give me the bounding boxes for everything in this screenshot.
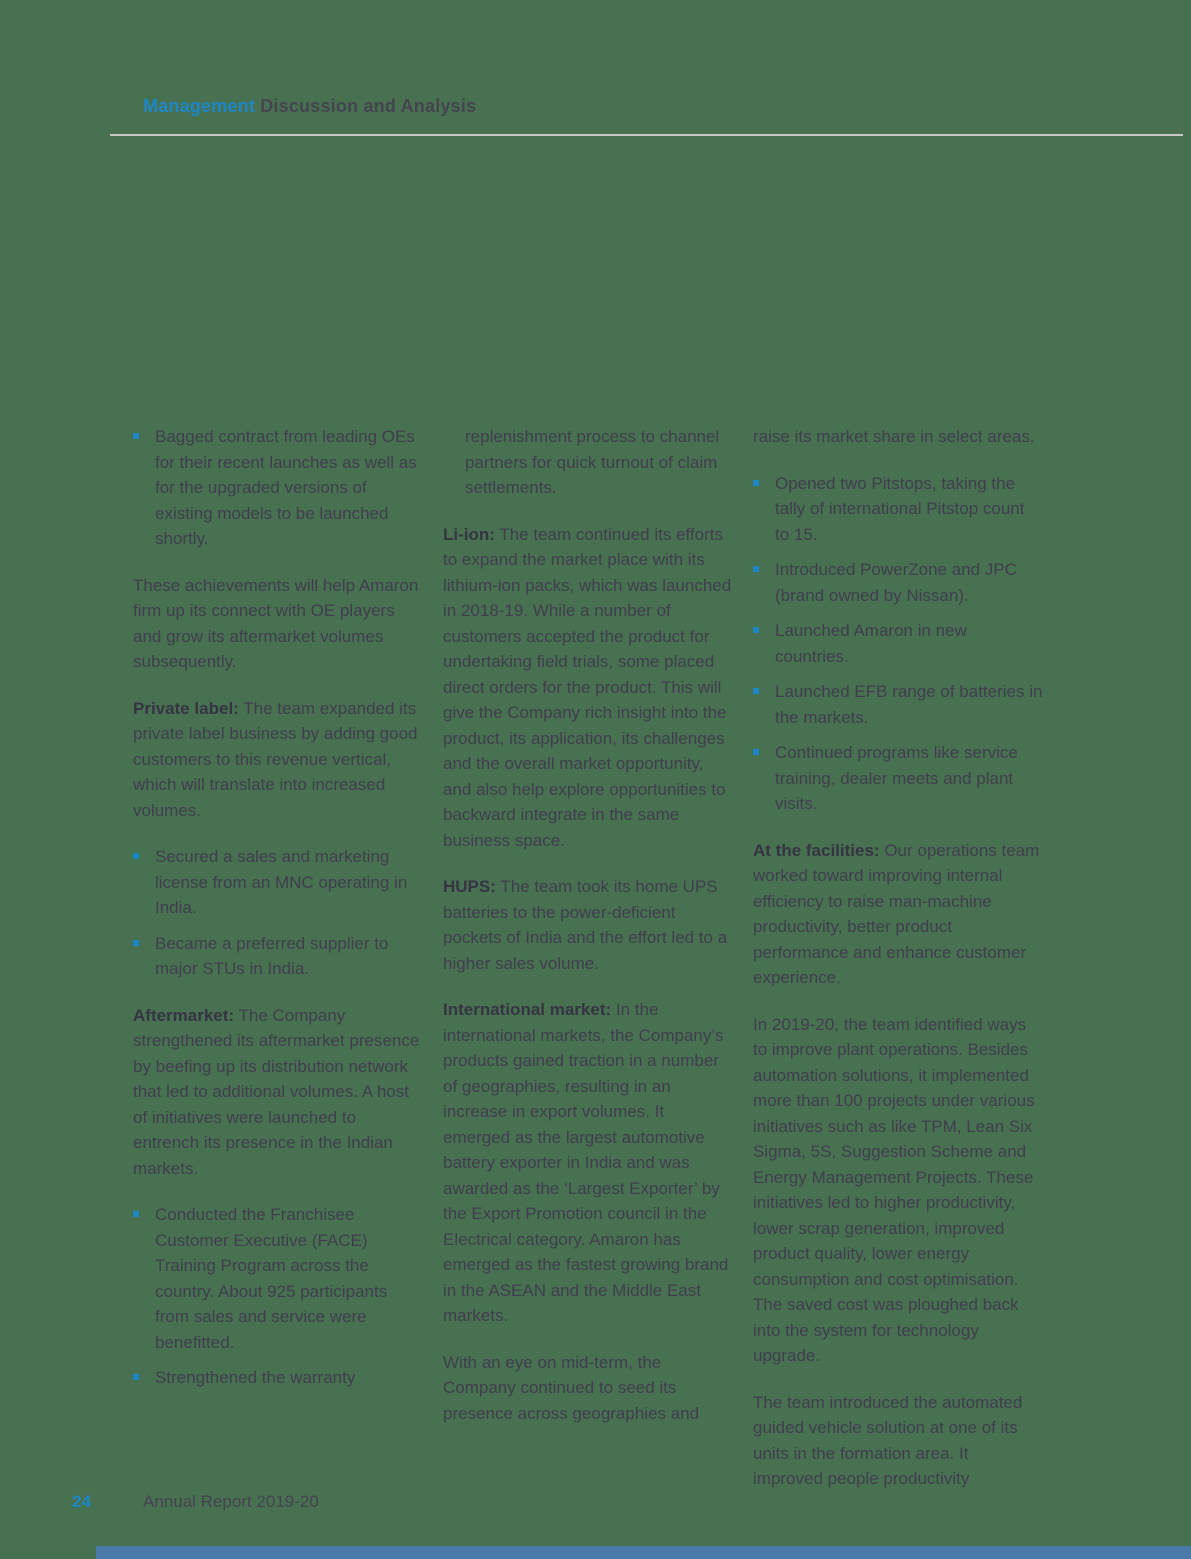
paragraph-lead: Private label: xyxy=(133,698,239,718)
page-title xyxy=(143,96,476,117)
bullet-text: Continued programs like service training, dealer meets and plant visits. xyxy=(775,743,1018,813)
text-column-2 xyxy=(443,424,733,1513)
paragraph-lead: At the facilities: xyxy=(753,840,880,860)
bullet-item xyxy=(133,1365,423,1391)
bullet-text: Opened two Pitstops, taking the tally of international Pitstop count to 15. xyxy=(775,473,1025,544)
page-title-rest: Discussion and Analysis xyxy=(255,96,477,116)
bullet-item xyxy=(753,471,1043,548)
bullet-text: Launched EFB range of batteries in the markets. xyxy=(775,682,1043,727)
paragraph: Aftermarket: The Company strengthened its aftermarket presence by beefing up its distribution network that led to additional volumes. A host of initiatives were launched to entrench its presence in the Indian markets. xyxy=(133,1005,420,1178)
paragraph-lead: International market: xyxy=(443,1000,612,1019)
page-number: 24 xyxy=(72,1492,91,1511)
paragraph: raise its market share in select areas. xyxy=(753,427,1035,446)
bullet-item xyxy=(133,844,423,921)
footer-label: Annual Report 2019-20 xyxy=(143,1492,319,1511)
bullet-square-icon xyxy=(753,557,775,608)
bullet-square-icon xyxy=(133,424,155,552)
bullet-square-icon xyxy=(133,844,155,921)
bullet-square-icon xyxy=(753,679,775,730)
paragraph: International market: In the international markets, the Company’s products gained traction in a number of geographies, resulting in an increase in export volumes. It emerged as the largest automotive battery exporter in India and was awarded as the ‘Largest Exporter’ by the Export Promotion council in the Electrical category. Amaron has emerged as the fastest growing brand in the ASEAN and the Middle East markets. xyxy=(443,1000,729,1325)
bullet-text: Became a preferred supplier to major STUs in India. xyxy=(155,933,389,978)
bullet-text: Secured a sales and marketing license from an MNC operating in India. xyxy=(155,847,408,917)
content-columns xyxy=(133,424,1043,1513)
bullet-square-icon xyxy=(753,740,775,817)
bullet-square-icon xyxy=(753,471,775,548)
bullet-square-icon xyxy=(753,618,775,669)
paragraph: The team introduced the automated guided vehicle solution at one of its units in the formation area. It improved people productivity xyxy=(753,1392,1023,1488)
bullet-item xyxy=(753,557,1043,608)
bullet-item xyxy=(753,679,1043,730)
bullet-item xyxy=(133,424,423,552)
bullet-item xyxy=(133,1202,423,1355)
paragraph: HUPS: The team took its home UPS batteries to the power-deficient pockets of India and the effort led to a higher sales volume. xyxy=(443,877,728,973)
bullet-square-icon xyxy=(133,1202,155,1355)
bullet-item xyxy=(133,931,423,982)
paragraph: With an eye on mid-term, the Company continued to seed its presence across geographies and xyxy=(443,1352,700,1423)
bullet-text: Launched Amaron in new countries. xyxy=(775,621,967,666)
paragraph-lead: Li-ion: xyxy=(443,524,495,544)
paragraph: replenishment process to channel partners for quick turnout of claim settlements. xyxy=(465,427,720,497)
paragraph: Li-ion: The team continued its efforts to expand the market place with its lithium-ion packs, which was launched in 2018-19. While a number of customers accepted the product for undertaking field trials, some placed direct orders for the product. This will give the Company rich insight into the product, its application, its challenges and the overall market opportunity, and also help explore opportunities to backward integrate in the same business space. xyxy=(443,524,732,850)
text-column-3 xyxy=(753,424,1043,1513)
bullet-text: Introduced PowerZone and JPC (brand owned by Nissan). xyxy=(775,560,1017,605)
header-rule xyxy=(110,134,1183,136)
paragraph: These achievements will help Amaron firm up its connect with OE players and grow its aftermarket volumes subsequently. xyxy=(133,575,419,671)
bullet-text: Bagged contract from leading OEs for their recent launches as well as for the upgraded versions of existing models to be launched shortly. xyxy=(155,427,417,548)
bullet-square-icon xyxy=(133,931,155,982)
paragraph-lead: HUPS: xyxy=(443,877,496,896)
bottom-accent-bar xyxy=(96,1546,1191,1559)
paragraph-lead: Aftermarket: xyxy=(133,1005,235,1025)
bullet-item xyxy=(753,618,1043,669)
paragraph: At the facilities: Our operations team worked toward improving internal efficiency to raise man-machine productivity, better product performance and enhance customer experience. xyxy=(753,840,1040,987)
bullet-text: Conducted the Franchisee Customer Executive (FACE) Training Program across the country. About 925 participants from sales and service were benefitted. xyxy=(155,1205,388,1352)
paragraph: In 2019-20, the team identified ways to improve plant operations. Besides automation solutions, it implemented more than 100 projects under various initiatives such as like TPM, Lean Six Sigma, 5S, Suggestion Scheme and Energy Management Projects. These initiatives led to higher productivity, lower scrap generation, improved product quality, lower energy consumption and cost optimisation. The saved cost was ploughed back into the system for technology upgrade. xyxy=(753,1014,1035,1365)
paragraph: Private label: The team expanded its private label business by adding good customers to this revenue vertical, which will translate into increased volumes. xyxy=(133,698,418,820)
bullet-text: Strengthened the warranty xyxy=(155,1368,356,1387)
text-column-1 xyxy=(133,424,423,1513)
bullet-square-icon xyxy=(133,1365,155,1391)
bullet-item xyxy=(753,740,1043,817)
page-title-highlight: Management xyxy=(143,96,256,116)
